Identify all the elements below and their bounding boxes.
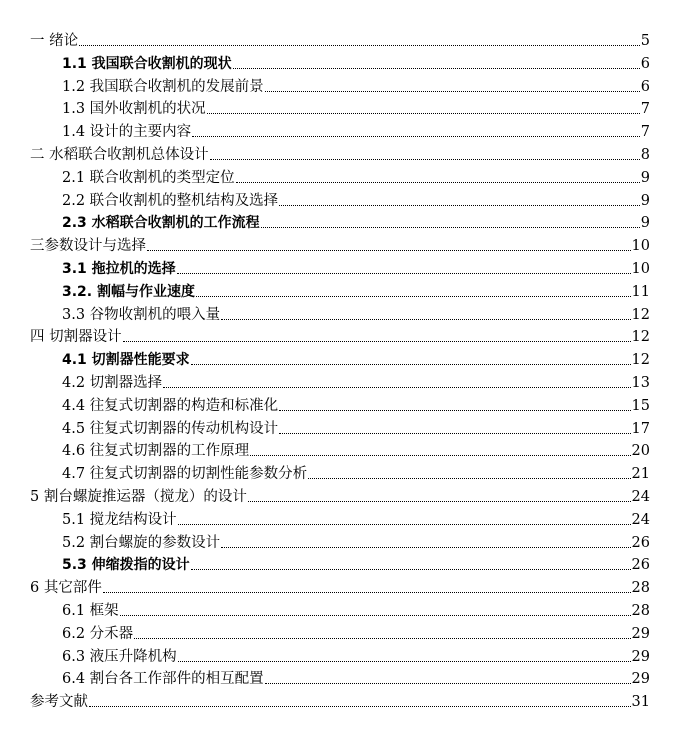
toc-entry-page: 6 [640,55,650,72]
toc-entry-page: 10 [631,238,650,255]
toc-entry-title: 1.2 我国联合收割机的发展前景 [62,78,264,95]
dot-leader [178,524,631,525]
toc-entry-title: 1.3 国外收割机的状况 [62,101,206,118]
dot-leader [191,364,631,365]
toc-entry-title: 1.4 设计的主要内容 [62,124,192,141]
dot-leader [248,501,631,502]
toc-entry[interactable] [0,141,674,164]
toc-entry[interactable] [0,209,674,232]
toc-entry-page: 5 [640,33,650,49]
dot-leader [89,706,631,707]
toc-entry-title: 6.1 框架 [62,603,119,619]
dot-leader [221,319,630,320]
toc-entry[interactable] [0,278,674,301]
toc-entry-title: 1.1 我国联合收割机的现状 [62,55,232,72]
toc-entry-title: 二 水稻联合收割机总体设计 [30,147,209,163]
toc-entry-page: 24 [631,511,650,528]
toc-entry[interactable] [0,50,674,73]
toc-entry[interactable] [0,460,674,483]
toc-entry-page: 20 [631,443,650,460]
toc-entry[interactable] [0,688,674,711]
toc-entry-page: 9 [640,169,650,186]
toc-entry[interactable] [0,665,674,688]
dot-leader [207,113,640,114]
toc-entry[interactable] [0,529,674,552]
toc-entry-title: 四 切割器设计 [30,329,122,346]
dot-leader [221,547,630,548]
toc-entry[interactable] [0,73,674,96]
toc-entry-page: 15 [631,397,650,414]
dot-leader [236,182,640,183]
toc-entry[interactable] [0,187,674,210]
toc-entry-page: 8 [640,147,650,163]
toc-entry-page: 28 [631,580,650,597]
toc-entry[interactable] [0,323,674,346]
dot-leader [279,205,640,206]
toc-entry-title: 4.6 往复式切割器的工作原理 [62,443,250,460]
toc-entry[interactable] [0,27,674,50]
toc-entry[interactable] [0,164,674,187]
dot-leader [178,661,631,662]
toc-entry-title: 2.1 联合收割机的类型定位 [62,169,235,186]
toc-entry[interactable] [0,95,674,118]
toc-entry-page: 12 [631,329,650,346]
toc-entry-page: 7 [640,124,650,141]
dot-leader [210,159,640,160]
toc-entry-title: 5 割台螺旋推运器（搅龙）的设计 [30,489,247,505]
toc-entry[interactable] [0,415,674,438]
dot-leader [163,387,630,388]
toc-entry-page: 21 [631,466,650,483]
toc-entry-title: 5.3 伸缩拨指的设计 [62,557,190,574]
dot-leader [279,433,630,434]
toc-entry-page: 6 [640,78,650,95]
toc-entry[interactable] [0,118,674,141]
toc-entry[interactable] [0,574,674,597]
toc-entry-page: 31 [631,694,650,711]
dot-leader [123,341,631,342]
toc-entry-title: 6.3 液压升降机构 [62,648,177,665]
dot-leader [279,410,630,411]
dot-leader [250,455,630,456]
toc-entry-title: 6.4 割台各工作部件的相互配置 [62,671,264,688]
dot-leader [177,273,631,274]
toc-entry[interactable] [0,255,674,278]
toc-entry-page: 9 [640,215,650,232]
toc-entry[interactable] [0,369,674,392]
toc-entry-page: 9 [640,192,650,209]
toc-entry[interactable] [0,551,674,574]
toc-entry-title: 4.1 切割器性能要求 [62,352,190,369]
dot-leader [196,296,631,297]
toc-entry[interactable] [0,483,674,506]
toc-entry-page: 24 [631,489,650,505]
toc-entry-page: 7 [640,101,650,118]
toc-entry-title: 3.1 拖拉机的选择 [62,261,176,277]
toc-entry-page: 26 [631,534,650,551]
toc-entry-page: 26 [631,557,650,574]
toc-entry-page: 29 [631,625,650,642]
toc-entry[interactable] [0,232,674,255]
dot-leader [103,592,631,593]
toc-entry-title: 三参数设计与选择 [30,238,146,255]
toc-entry-title: 3.3 谷物收割机的喂入量 [62,306,221,323]
toc-entry-page: 29 [631,671,650,688]
dot-leader [261,227,640,228]
toc-entry-page: 28 [631,603,650,619]
dot-leader [120,615,631,616]
toc-entry[interactable] [0,506,674,529]
toc-entry-page: 12 [631,306,650,323]
toc-entry[interactable] [0,301,674,324]
toc-entry[interactable] [0,346,674,369]
toc-entry-page: 11 [631,283,650,300]
toc-entry-title: 6.2 分禾器 [62,625,134,642]
toc-entry-title: 2.3 水稻联合收割机的工作流程 [62,215,260,232]
toc-entry-title: 参考文献 [30,694,88,711]
dot-leader [233,68,640,69]
toc-entry-page: 17 [631,420,650,437]
dot-leader [134,638,630,639]
toc-entry-title: 2.2 联合收割机的整机结构及选择 [62,192,279,209]
toc-entry-title: 5.2 割台螺旋的参数设计 [62,534,221,551]
dot-leader [147,250,631,251]
toc-entry[interactable] [0,620,674,643]
toc-entry-page: 10 [631,261,650,277]
dot-leader [79,45,640,46]
toc-entry-page: 12 [631,352,650,369]
toc-entry[interactable] [0,437,674,460]
toc-entry-title: 4.5 往复式切割器的传动机构设计 [62,420,279,437]
dot-leader [191,569,631,570]
toc-entry-title: 6 其它部件 [30,580,102,597]
dot-leader [308,478,630,479]
dot-leader [265,91,640,92]
toc-entry[interactable] [0,597,674,620]
toc-entry-title: 4.2 切割器选择 [62,375,163,391]
toc-entry-page: 29 [631,648,650,665]
dot-leader [265,683,631,684]
toc-entry[interactable] [0,392,674,415]
toc-entry-title: 3.2. 割幅与作业速度 [62,283,195,300]
toc-entry-title: 4.4 往复式切割器的构造和标准化 [62,397,279,414]
toc-entry-title: 5.1 搅龙结构设计 [62,511,177,528]
toc-entry-title: 4.7 往复式切割器的切割性能参数分析 [62,466,308,483]
toc-entry-page: 13 [631,375,650,391]
dot-leader [192,136,640,137]
toc-entry[interactable] [0,643,674,666]
toc-entry-title: 一 绪论 [30,33,79,49]
